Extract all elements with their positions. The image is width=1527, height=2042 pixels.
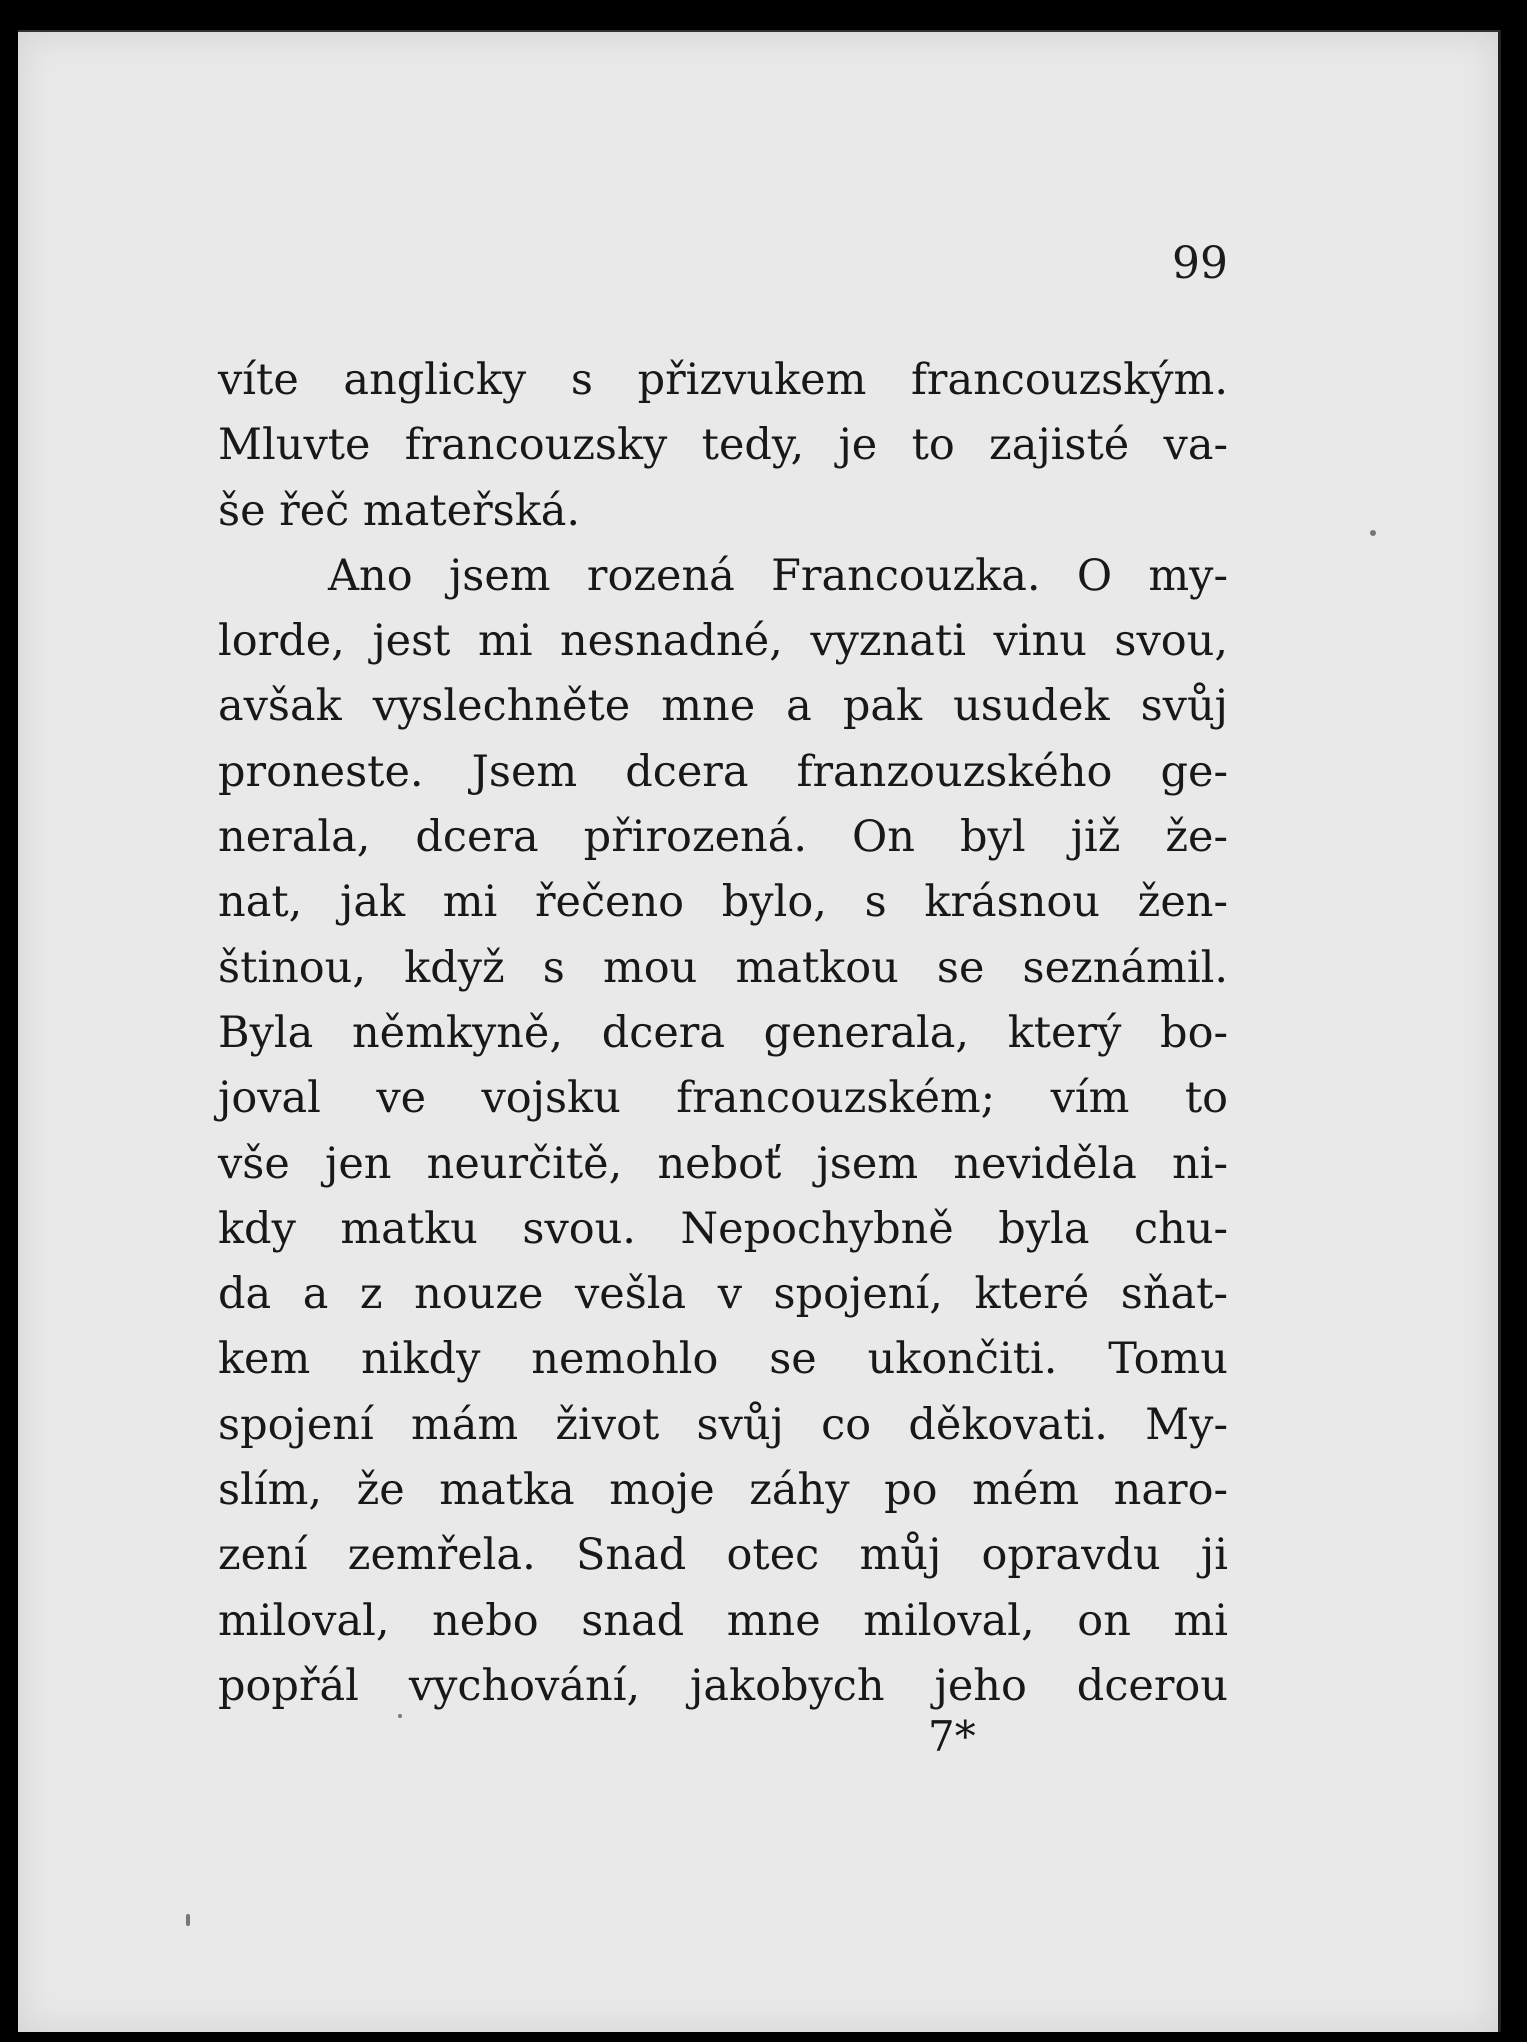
text-line: víte anglicky s přizvukem francouzským. xyxy=(218,355,1228,405)
page-number: 99 xyxy=(1172,238,1228,289)
text-line: joval ve vojsku francouzském; vím to xyxy=(218,1073,1228,1124)
text-line: miloval, nebo snad mne miloval, on mi xyxy=(218,1595,1228,1646)
text-line: da a z nouze vešla v spojení, které sňat- xyxy=(218,1269,1228,1320)
text-line: zení zemřela. Snad otec můj opravdu ji xyxy=(218,1530,1228,1581)
text-line: lorde, jest mi nesnadné, vyznati vinu svou, xyxy=(218,616,1228,667)
text-line: popřál vychování, jakobych jeho dcerou xyxy=(218,1660,1228,1711)
text-line: Mluvte francouzsky tedy, je to zajisté va- xyxy=(218,420,1228,471)
paper-speck xyxy=(1370,530,1376,536)
text-line: proneste. Jsem dcera franzouzského ge- xyxy=(218,746,1228,797)
book-page xyxy=(18,30,1501,2032)
text-line: vše jen neurčitě, neboť jsem neviděla ni- xyxy=(218,1138,1228,1189)
text-line: nerala, dcera přirozená. On byl již že- xyxy=(218,812,1228,863)
body-text xyxy=(218,348,1228,1719)
signature-mark: 7* xyxy=(928,1712,976,1761)
paper-speck xyxy=(398,1714,402,1718)
text-line: kem nikdy nemohlo se ukončiti. Tomu xyxy=(218,1334,1228,1385)
text-line: še řeč mateřská. xyxy=(218,485,581,536)
text-line: štinou, když s mou matkou se seznámil. xyxy=(218,942,1228,993)
text-line: slím, že matka moje záhy po mém naro- xyxy=(218,1465,1228,1516)
text-line: Byla němkyně, dcera generala, který bo- xyxy=(218,1007,1228,1058)
paper-speck xyxy=(186,1914,190,1926)
text-line: avšak vyslechněte mne a pak usudek svůj xyxy=(218,681,1228,732)
text-line: kdy matku svou. Nepochybně byla chu- xyxy=(218,1203,1228,1254)
text-line: spojení mám život svůj co děkovati. My- xyxy=(218,1399,1228,1450)
text-line: nat, jak mi řečeno bylo, s krásnou žen- xyxy=(218,877,1228,928)
text-line: Ano jsem rozená Francouzka. O my- xyxy=(328,550,1228,601)
